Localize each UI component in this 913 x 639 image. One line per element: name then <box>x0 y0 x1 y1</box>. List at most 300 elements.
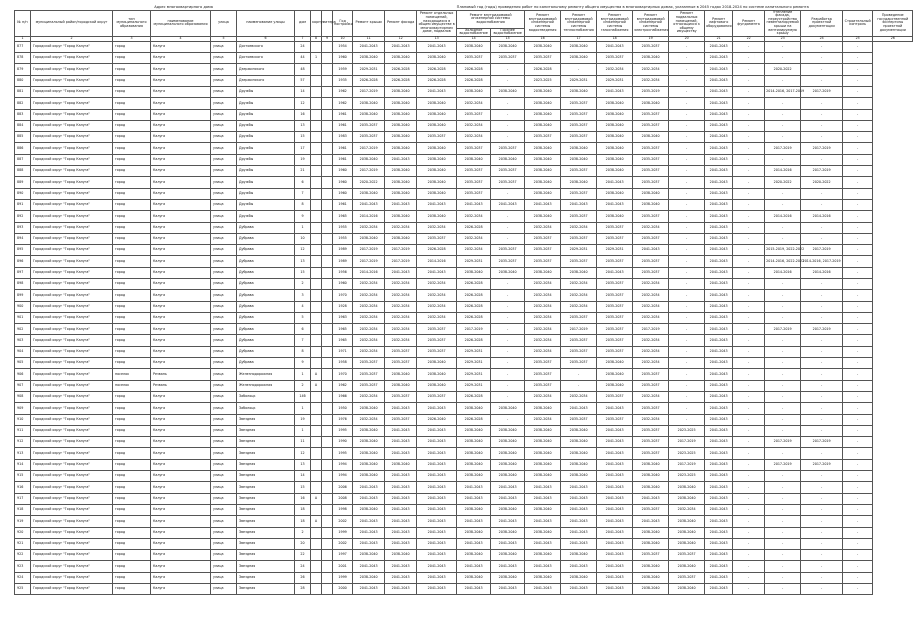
table-cell: 2014-2016 <box>353 267 385 278</box>
table-cell: Калуга <box>151 143 211 154</box>
table-cell: 910 <box>15 414 31 425</box>
table-cell: 2041-2043 <box>705 222 733 233</box>
table-cell: Звездная <box>237 493 295 504</box>
table-cell: 918 <box>15 504 31 515</box>
table-cell: - <box>733 278 765 289</box>
table-cell: - <box>733 211 765 222</box>
table-cell: Городской округ "Город Калуга" <box>31 188 113 199</box>
table-cell: 2035-2037 <box>561 188 597 199</box>
table-cell: Калуга <box>151 211 211 222</box>
table-cell: 2038-2040 <box>491 550 525 561</box>
table-cell: 911 <box>15 425 31 436</box>
table-cell: 19 <box>295 154 311 165</box>
schedule-group-title: Плановый год (годы) проведения работ по капитальному ремонту общего имущества в многоквартирных домах, указанные в 2045 годах 2018-2024 по системе капитального ремонта <box>456 5 809 9</box>
table-row <box>15 324 913 335</box>
table-cell: 915 <box>15 471 31 482</box>
repair-schedule-table <box>14 6 913 595</box>
column-number: 15 <box>491 36 525 41</box>
table-cell: 894 <box>15 233 31 244</box>
table-row <box>15 143 913 154</box>
table-cell: Городской округ "Город Калуга" <box>31 301 113 312</box>
table-cell: улица <box>211 493 237 504</box>
table-cell: 2038-2040 <box>633 199 669 210</box>
table-row <box>15 86 913 97</box>
table-cell: город <box>113 166 151 177</box>
table-cell: 2041-2043 <box>353 584 385 595</box>
table-cell <box>322 64 333 75</box>
table-cell: 896 <box>15 256 31 267</box>
table-cell: улица <box>211 222 237 233</box>
table-cell <box>322 380 333 391</box>
table-cell: Калуга <box>151 86 211 97</box>
table-cell: Калуга <box>151 527 211 538</box>
table-cell: 2035-2037 <box>353 380 385 391</box>
table-cell: - <box>843 358 873 369</box>
table-cell: улица <box>211 199 237 210</box>
col-header-design: Разработка проектной документации <box>801 10 843 36</box>
table-cell: 20 <box>295 538 311 549</box>
table-cell: - <box>733 267 765 278</box>
table-cell: 2041-2043 <box>705 493 733 504</box>
table-cell: улица <box>211 120 237 131</box>
table-cell: - <box>843 143 873 154</box>
table-cell: Городской округ "Город Калуга" <box>31 278 113 289</box>
table-cell: 2035-2037 <box>417 335 457 346</box>
table-cell: 2038-2040 <box>669 584 705 595</box>
table-cell: 2006 <box>333 482 353 493</box>
table-cell: 1955 <box>333 233 353 244</box>
table-cell: 2038-2040 <box>417 188 457 199</box>
table-cell: улица <box>211 471 237 482</box>
table-cell: 2038-2040 <box>669 482 705 493</box>
table-cell: 2032-2034 <box>385 222 417 233</box>
table-cell: - <box>765 493 801 504</box>
table-cell: Заболоцк <box>237 391 295 402</box>
schedule-sheet <box>14 5 909 595</box>
table-cell: город <box>113 346 151 357</box>
table-cell: 912 <box>15 437 31 448</box>
table-cell: Дружбы <box>237 154 295 165</box>
table-cell: 2032-2034 <box>561 290 597 301</box>
table-cell: А <box>311 380 322 391</box>
table-cell <box>322 504 333 515</box>
table-cell: 2041-2043 <box>385 471 417 482</box>
table-cell: - <box>733 504 765 515</box>
table-cell: 2041-2043 <box>705 132 733 143</box>
table-cell: 2035-2037 <box>353 132 385 143</box>
table-cell: улица <box>211 245 237 256</box>
table-cell: 2041-2043 <box>705 278 733 289</box>
table-cell: 1998 <box>333 504 353 515</box>
table-cell: 2035-2037 <box>597 301 633 312</box>
table-cell: 2026-2040 <box>417 414 457 425</box>
table-cell: - <box>801 188 843 199</box>
table-cell: - <box>669 177 705 188</box>
table-cell: 2038-2040 <box>561 459 597 470</box>
table-cell: 1962 <box>333 380 353 391</box>
table-cell: 2035-2037 <box>457 166 491 177</box>
table-cell <box>311 335 322 346</box>
table-cell: - <box>843 301 873 312</box>
table-cell: 2026-2028 <box>385 75 417 86</box>
table-cell: - <box>801 346 843 357</box>
table-cell: Дружбы <box>237 86 295 97</box>
table-cell: город <box>113 278 151 289</box>
table-cell <box>322 312 333 323</box>
table-cell: Дубрава <box>237 312 295 323</box>
table-cell: 2035-2037 <box>561 256 597 267</box>
table-row <box>15 233 913 244</box>
table-cell <box>322 561 333 572</box>
table-cell: 44 <box>295 53 311 64</box>
table-cell: 2041-2043 <box>525 516 561 527</box>
table-cell: - <box>843 403 873 414</box>
table-cell: 2032-2034 <box>457 132 491 143</box>
table-cell: - <box>765 120 801 131</box>
table-cell: 2008 <box>333 493 353 504</box>
table-cell: 2041-2043 <box>597 267 633 278</box>
table-cell: 2038-2040 <box>417 109 457 120</box>
table-cell <box>322 437 333 448</box>
table-cell: 2038-2040 <box>633 53 669 64</box>
table-cell: 2041-2043 <box>417 572 457 583</box>
table-cell: 1970 <box>333 290 353 301</box>
table-cell: 13 <box>295 256 311 267</box>
table-row <box>15 425 913 436</box>
table-cell: Калуга <box>151 437 211 448</box>
table-cell: 2038-2040 <box>353 403 385 414</box>
table-cell: 2023-2025 <box>525 75 561 86</box>
table-cell: - <box>491 312 525 323</box>
table-cell: 28 <box>295 584 311 595</box>
table-cell: Калуга <box>151 584 211 595</box>
column-number: 3 <box>113 36 151 41</box>
table-cell <box>311 346 322 357</box>
table-cell <box>311 120 322 131</box>
table-cell: 1970 <box>333 369 353 380</box>
table-cell: 2038-2040 <box>669 527 705 538</box>
table-cell: 2035-2037 <box>491 53 525 64</box>
table-cell: 2041-2043 <box>561 527 597 538</box>
schedule-rows <box>15 41 913 595</box>
table-cell: - <box>733 324 765 335</box>
table-cell: Калуга <box>151 301 211 312</box>
table-cell: 2038-2040 <box>561 53 597 64</box>
table-cell: 902 <box>15 324 31 335</box>
table-cell <box>322 471 333 482</box>
table-cell: 2038-2040 <box>491 437 525 448</box>
table-cell: - <box>733 471 765 482</box>
table-cell: 899 <box>15 290 31 301</box>
table-cell: 920 <box>15 527 31 538</box>
table-cell: 2017-2019 <box>801 143 843 154</box>
table-cell: 2026-2028 <box>457 414 491 425</box>
table-cell: 2029-2031 <box>597 75 633 86</box>
table-cell: 2035-2037 <box>491 166 525 177</box>
table-cell: - <box>843 188 873 199</box>
table-cell: Звездная <box>237 538 295 549</box>
table-cell: Городской округ "Город Калуга" <box>31 75 113 86</box>
table-cell: 4 <box>295 301 311 312</box>
table-cell <box>311 109 322 120</box>
table-cell: 2029-2031 <box>457 369 491 380</box>
table-cell: Городской округ "Город Калуга" <box>31 572 113 583</box>
table-cell: - <box>669 358 705 369</box>
table-cell: 2029-2031 <box>457 256 491 267</box>
table-cell: 2035-2037 <box>633 448 669 459</box>
table-cell: 2041-2043 <box>491 516 525 527</box>
table-cell: - <box>801 493 843 504</box>
table-cell: улица <box>211 425 237 436</box>
table-cell: 1999 <box>333 527 353 538</box>
table-cell: - <box>843 86 873 97</box>
table-cell: 3 <box>295 290 311 301</box>
table-cell: - <box>801 109 843 120</box>
table-cell: 2038-2040 <box>353 437 385 448</box>
table-cell: 2041-2043 <box>385 584 417 595</box>
table-row <box>15 290 913 301</box>
table-cell: улица <box>211 358 237 369</box>
col-header-district: муниципальный район/городской округ <box>31 10 113 36</box>
table-row <box>15 335 913 346</box>
table-cell: 2026-2028 <box>525 64 561 75</box>
table-cell: - <box>669 154 705 165</box>
table-cell: Городской округ "Город Калуга" <box>31 109 113 120</box>
table-cell: - <box>843 233 873 244</box>
table-cell <box>322 459 333 470</box>
table-cell: 2038-2040 <box>385 188 417 199</box>
table-cell: 2032-2034 <box>385 312 417 323</box>
table-cell: - <box>733 493 765 504</box>
table-cell: Калуга <box>151 561 211 572</box>
table-cell: 2032-2034 <box>525 290 561 301</box>
table-cell: 14 <box>295 86 311 97</box>
table-cell: - <box>843 109 873 120</box>
table-cell: 2038-2040 <box>633 459 669 470</box>
table-cell: А <box>311 369 322 380</box>
table-cell <box>322 53 333 64</box>
table-cell: 2038-2040 <box>417 369 457 380</box>
table-cell: - <box>733 561 765 572</box>
table-cell: 888 <box>15 166 31 177</box>
table-cell: 2032-2034 <box>597 64 633 75</box>
table-cell <box>322 211 333 222</box>
table-cell: - <box>801 290 843 301</box>
table-cell: 57 <box>295 75 311 86</box>
table-cell: 1959 <box>333 64 353 75</box>
table-cell: 1960 <box>333 166 353 177</box>
table-cell: - <box>733 391 765 402</box>
table-cell: Городской округ "Город Калуга" <box>31 527 113 538</box>
table-cell: 22 <box>295 550 311 561</box>
table-cell: - <box>801 312 843 323</box>
table-cell: Городской округ "Город Калуга" <box>31 448 113 459</box>
table-cell: 882 <box>15 98 31 109</box>
table-cell: город <box>113 267 151 278</box>
table-cell: 2038-2040 <box>385 233 417 244</box>
table-cell: 2041-2043 <box>705 256 733 267</box>
table-cell: 2032-2034 <box>353 290 385 301</box>
table-cell: 2041-2043 <box>705 154 733 165</box>
table-cell: - <box>491 380 525 391</box>
table-cell: 2041-2043 <box>491 482 525 493</box>
table-cell: 2038-2040 <box>561 86 597 97</box>
table-cell: 2035-2037 <box>385 391 417 402</box>
table-cell: 908 <box>15 391 31 402</box>
col-header-premises: Ремонт отдельных помещений, находящихся в общем имуществе в многоквартирном доме, подвалов <box>417 10 457 36</box>
table-cell: - <box>733 177 765 188</box>
column-number: 25 <box>843 36 873 41</box>
table-cell: 2041-2043 <box>417 459 457 470</box>
table-cell: - <box>669 233 705 244</box>
table-cell: 2038-2040 <box>561 143 597 154</box>
table-cell <box>322 324 333 335</box>
table-cell: 2035-2037 <box>633 380 669 391</box>
table-row <box>15 346 913 357</box>
table-cell: Дубрава <box>237 290 295 301</box>
table-cell: - <box>843 482 873 493</box>
table-cell: - <box>669 64 705 75</box>
table-cell: 2041-2043 <box>597 538 633 549</box>
table-cell: 2041-2043 <box>597 437 633 448</box>
table-cell: 2035-2037 <box>385 414 417 425</box>
table-cell: 2041-2043 <box>705 391 733 402</box>
table-cell <box>311 166 322 177</box>
table-cell <box>311 98 322 109</box>
table-cell: 2041-2043 <box>417 403 457 414</box>
table-cell: - <box>765 482 801 493</box>
table-cell: - <box>801 233 843 244</box>
table-cell: 2032-2034 <box>633 75 669 86</box>
table-cell: улица <box>211 64 237 75</box>
table-cell: 2038-2040 <box>597 380 633 391</box>
table-cell: Калуга <box>151 120 211 131</box>
table-cell: - <box>733 290 765 301</box>
table-cell: - <box>733 538 765 549</box>
table-cell: 2026-2028 <box>417 64 457 75</box>
table-cell <box>322 86 333 97</box>
table-cell: 925 <box>15 584 31 595</box>
table-cell: 916 <box>15 482 31 493</box>
table-cell: 2041-2043 <box>705 86 733 97</box>
table-cell: - <box>843 278 873 289</box>
table-cell: - <box>843 584 873 595</box>
table-cell: 2038-2040 <box>525 177 561 188</box>
table-cell <box>311 278 322 289</box>
table-cell: 2041-2043 <box>385 403 417 414</box>
table-cell: 2041-2043 <box>597 482 633 493</box>
table-cell: улица <box>211 188 237 199</box>
table-cell: 2038-2040 <box>457 504 491 515</box>
table-cell: - <box>765 154 801 165</box>
table-cell: 1956 <box>333 267 353 278</box>
table-cell <box>322 550 333 561</box>
table-cell: 2038-2040 <box>491 425 525 436</box>
table-cell: 2032-2034 <box>417 312 457 323</box>
table-cell: Городской округ "Город Калуга" <box>31 324 113 335</box>
table-cell: улица <box>211 177 237 188</box>
table-cell: 2041-2043 <box>561 561 597 572</box>
table-cell <box>311 324 322 335</box>
table-cell: - <box>491 301 525 312</box>
table-cell: улица <box>211 267 237 278</box>
table-cell <box>311 41 322 52</box>
table-cell: Городской округ "Город Калуга" <box>31 245 113 256</box>
table-cell: улица <box>211 459 237 470</box>
table-cell: - <box>669 109 705 120</box>
table-cell: Железнодорожная <box>237 380 295 391</box>
table-cell: 2041-2043 <box>705 414 733 425</box>
table-cell <box>311 132 322 143</box>
table-cell: 1989 <box>333 245 353 256</box>
table-cell: 2038-2040 <box>525 109 561 120</box>
table-cell: Городской округ "Город Калуга" <box>31 346 113 357</box>
table-cell: улица <box>211 584 237 595</box>
table-cell: 2035-2037 <box>561 233 597 244</box>
table-cell: 2038-2040 <box>525 471 561 482</box>
table-cell: 2035-2037 <box>597 53 633 64</box>
table-cell <box>322 493 333 504</box>
table-cell: 2035-2037 <box>525 256 561 267</box>
table-cell: улица <box>211 527 237 538</box>
table-cell <box>322 188 333 199</box>
table-cell: 1 <box>295 425 311 436</box>
table-cell: 2038-2040 <box>457 41 491 52</box>
table-cell: - <box>843 290 873 301</box>
table-cell: 2035-2037 <box>633 233 669 244</box>
table-cell: 2041-2043 <box>597 448 633 459</box>
table-cell: 2041-2043 <box>705 425 733 436</box>
table-cell: 2032-2034 <box>457 245 491 256</box>
table-cell: 2041-2043 <box>597 403 633 414</box>
table-cell: - <box>765 109 801 120</box>
table-cell <box>311 256 322 267</box>
table-cell: 2038-2040 <box>525 572 561 583</box>
table-cell: 2038-2040 <box>525 403 561 414</box>
table-cell: 2041-2043 <box>385 538 417 549</box>
table-cell <box>322 143 333 154</box>
table-cell: - <box>733 414 765 425</box>
table-cell: улица <box>211 448 237 459</box>
table-cell: 2026-2028 <box>457 290 491 301</box>
table-cell: Калуга <box>151 504 211 515</box>
table-cell: Звездная <box>237 414 295 425</box>
table-cell: 2038-2040 <box>491 403 525 414</box>
table-cell: 2035-2037 <box>525 53 561 64</box>
table-cell: город <box>113 41 151 52</box>
table-cell: 2035-2037 <box>417 391 457 402</box>
table-cell: 2035-2037 <box>457 188 491 199</box>
table-cell: 2041-2043 <box>417 448 457 459</box>
table-cell: 2038-2040 <box>633 132 669 143</box>
table-cell: 880 <box>15 75 31 86</box>
table-cell: - <box>669 132 705 143</box>
table-cell: 2041-2043 <box>633 245 669 256</box>
table-cell: 2038-2040 <box>633 572 669 583</box>
table-cell: - <box>733 86 765 97</box>
table-cell: 7 <box>295 188 311 199</box>
table-cell: - <box>765 403 801 414</box>
table-cell <box>311 414 322 425</box>
table-cell: 2041-2043 <box>457 493 491 504</box>
table-cell <box>322 233 333 244</box>
table-cell: - <box>843 120 873 131</box>
table-cell: 2026-2028 <box>457 278 491 289</box>
table-cell: 2038-2040 <box>633 188 669 199</box>
table-cell: 2041-2043 <box>417 482 457 493</box>
table-cell: - <box>801 471 843 482</box>
col-header-street-name: наименование улицы <box>237 10 295 36</box>
